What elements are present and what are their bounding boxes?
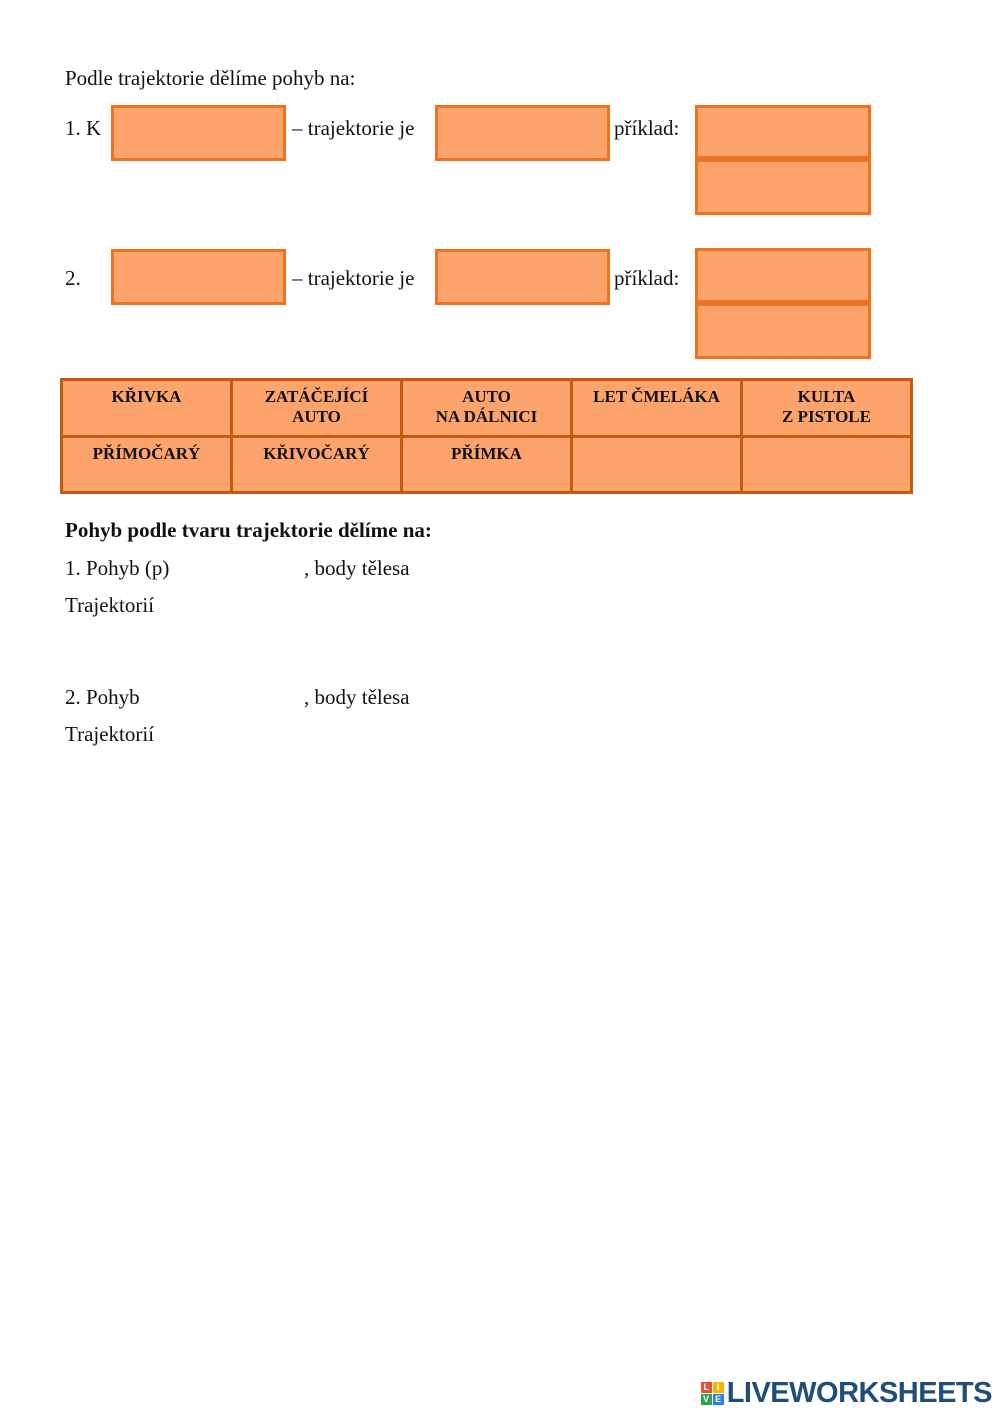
item1-start: 1. Pohyb (p): [65, 556, 170, 580]
section2-heading: Pohyb podle tvaru trajektorie dělíme na:: [65, 518, 432, 542]
word-kulta-z-pistole[interactable]: KULTA Z PISTOLE: [743, 381, 910, 435]
word-bank-table: [60, 378, 913, 494]
empty-cell: [743, 438, 910, 492]
item2-end: , body tělesa: [304, 685, 410, 709]
row1-example2-dropzone[interactable]: [695, 159, 871, 215]
row1-name-dropzone[interactable]: [111, 105, 286, 161]
row2-example1-dropzone[interactable]: [695, 248, 871, 303]
word-auto-na-dalnici[interactable]: AUTO NA DÁLNICI: [403, 381, 570, 435]
row2-name-dropzone[interactable]: [111, 249, 286, 305]
liveworksheets-logo: [701, 1376, 992, 1410]
item2-trajectory-label: Trajektorií: [65, 722, 155, 746]
row2-trajectory-dropzone[interactable]: [435, 249, 610, 305]
row2-dash-text: – trajektorie je: [292, 266, 415, 290]
row1-trajectory-dropzone[interactable]: [435, 105, 610, 161]
word-let-cmelaka[interactable]: LET ČMELÁKA: [573, 381, 740, 435]
word-primka[interactable]: PŘÍMKA: [403, 438, 570, 492]
item1-trajectory-label: Trajektorií: [65, 593, 155, 617]
word-primocary[interactable]: PŘÍMOČARÝ: [63, 438, 230, 492]
word-zatacejici-auto[interactable]: ZATÁČEJÍCÍ AUTO: [233, 381, 400, 435]
row1-example-label: příklad:: [614, 116, 680, 140]
empty-cell: [573, 438, 740, 492]
word-krivka[interactable]: KŘIVKA: [63, 381, 230, 435]
row2-example2-dropzone[interactable]: [695, 303, 871, 359]
intro-text: Podle trajektorie dělíme pohyb na:: [65, 66, 356, 90]
row1-dash-text: – trajektorie je: [292, 116, 415, 140]
row2-number: 2.: [65, 266, 81, 290]
logo-mark-icon: L I V E: [701, 1382, 724, 1405]
row2-example-label: příklad:: [614, 266, 680, 290]
logo-text: LIVEWORKSHEETS: [726, 1376, 992, 1409]
row1-number: 1. K: [65, 116, 102, 140]
item2-start: 2. Pohyb: [65, 685, 140, 709]
word-krivocary[interactable]: KŘIVOČARÝ: [233, 438, 400, 492]
item1-end: , body tělesa: [304, 556, 410, 580]
row1-example1-dropzone[interactable]: [695, 105, 871, 159]
